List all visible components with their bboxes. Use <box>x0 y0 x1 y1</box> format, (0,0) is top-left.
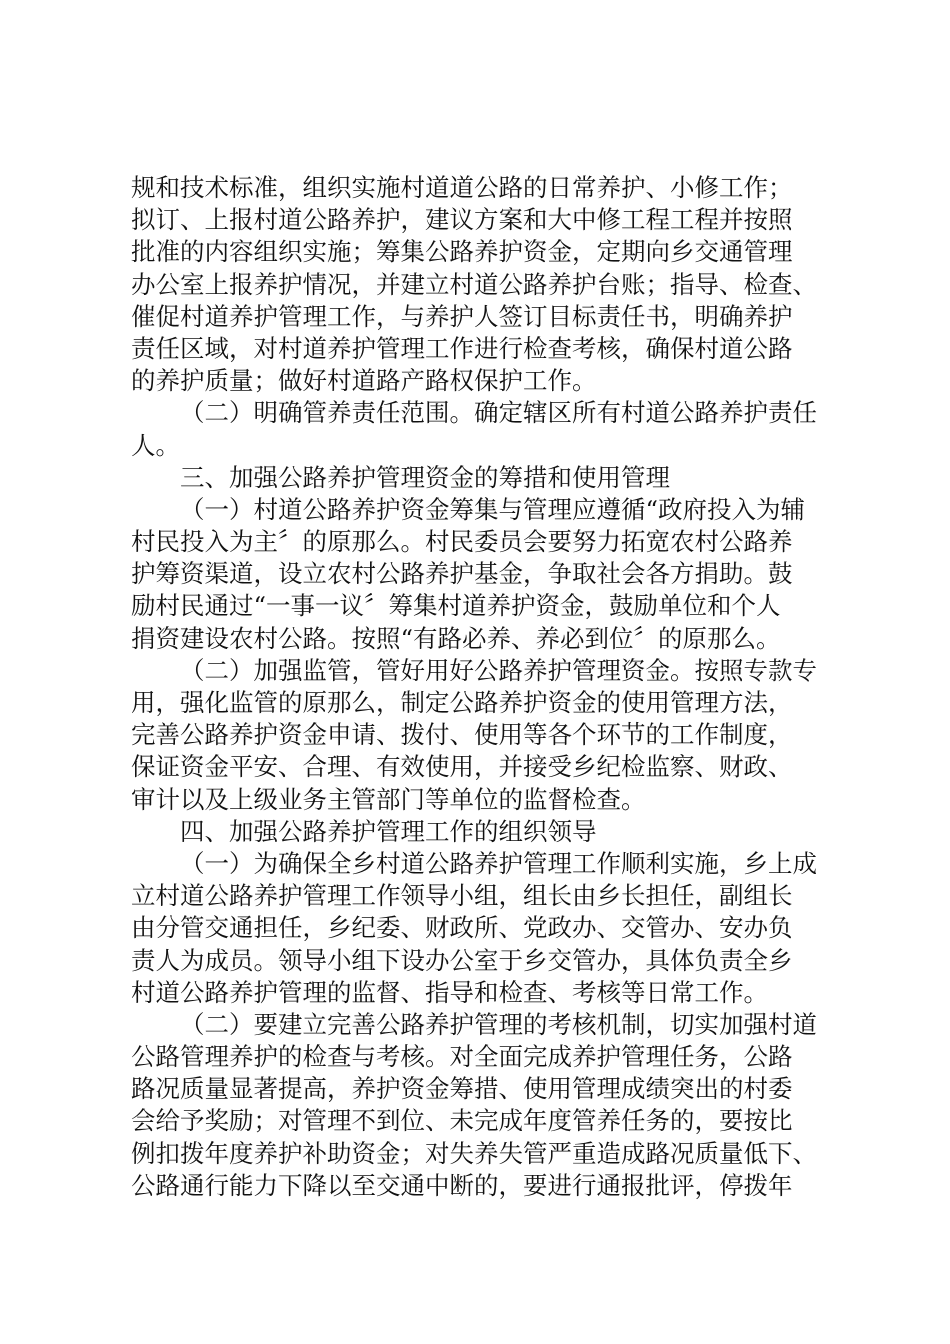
paragraph-first-line: （一）为确保全乡村道公路养护管理工作顺利实施，乡上成 <box>180 848 817 878</box>
text-line: 村民投入为主〞的原那么。村民委员会要努力拓宽农村公路养 <box>131 527 793 557</box>
paragraph-first-line: （二）要建立完善公路养护管理的考核机制，切实加强村道 <box>180 1009 817 1039</box>
paragraph-first-line: （二）加强监管，管好用好公路养护管理资金。按照专款专 <box>180 655 817 685</box>
text-line: 公路管理养护的检查与考核。对全面完成养护管理任务，公路 <box>131 1042 793 1072</box>
text-line: 完善公路养护资金申请、拨付、使用等各个环节的工作制度， <box>131 720 793 750</box>
paragraph-first-line: （二）明确管养责任范围。确定辖区所有村道公路养护责任 <box>180 398 817 428</box>
text-line: 例扣拨年度养护补助资金；对失养失管严重造成路况质量低下、 <box>131 1138 817 1168</box>
paragraph-first-line: （一）村道公路养护资金筹集与管理应遵循“政府投入为辅 <box>180 494 806 524</box>
text-line: 办公室上报养护情况，并建立村道公路养护台账；指导、检查、 <box>131 269 817 299</box>
text-line: 责人为成员。领导小组下设办公室于乡交管办，具体负责全乡 <box>131 945 793 975</box>
text-line: 护筹资渠道，设立农村公路养护基金，争取社会各方捐助。鼓 <box>131 559 793 589</box>
text-line: 保证资金平安、合理、有效使用，并接受乡纪检监察、财政、 <box>131 752 793 782</box>
text-line: 立村道公路养护管理工作领导小组，组长由乡长担任，副组长 <box>131 881 793 911</box>
text-line: 励村民通过“一事一议〞筹集村道养护资金，鼓励单位和个人 <box>131 591 781 621</box>
text-line: 审计以及上级业务主管部门等单位的监督检查。 <box>131 784 646 814</box>
text-line: 由分管交通担任，乡纪委、财政所、党政办、交管办、安办负 <box>131 913 793 943</box>
section-heading: 三、加强公路养护管理资金的筹措和使用管理 <box>180 462 670 492</box>
text-line: 路况质量显著提高，养护资金筹措、使用管理成绩突出的村委 <box>131 1074 793 1104</box>
text-line: 的养护质量；做好村道路产路权保护工作。 <box>131 366 597 396</box>
text-line: 催促村道养护管理工作，与养护人签订目标责任书，明确养护 <box>131 301 793 331</box>
document-page <box>131 172 831 1202</box>
text-line: 规和技术标准，组织实施村道道公路的日常养护、小修工作； <box>131 173 793 202</box>
text-line: 村道公路养护管理的监督、指导和检查、考核等日常工作。 <box>131 977 768 1007</box>
text-line: 捐资建设农村公路。按照“有路必养、养必到位〞的原那么。 <box>131 623 781 653</box>
text-line: 责任区域，对村道养护管理工作进行检查考核，确保村道公路 <box>131 333 793 363</box>
text-line: 拟订、上报村道公路养护，建议方案和大中修工程工程并按照 <box>131 205 793 235</box>
text-line: 会给予奖励；对管理不到位、未完成年度管养任务的，要按比 <box>131 1106 793 1136</box>
section-heading: 四、加强公路养护管理工作的组织领导 <box>180 816 597 846</box>
text-line: 人。 <box>131 430 180 460</box>
text-line: 公路通行能力下降以至交通中断的，要进行通报批评，停拨年 <box>131 1170 793 1200</box>
text-line: 批准的内容组织实施；筹集公路养护资金，定期向乡交通管理 <box>131 237 793 267</box>
text-line: 用，强化监管的原那么，制定公路养护资金的使用管理方法， <box>131 688 793 717</box>
